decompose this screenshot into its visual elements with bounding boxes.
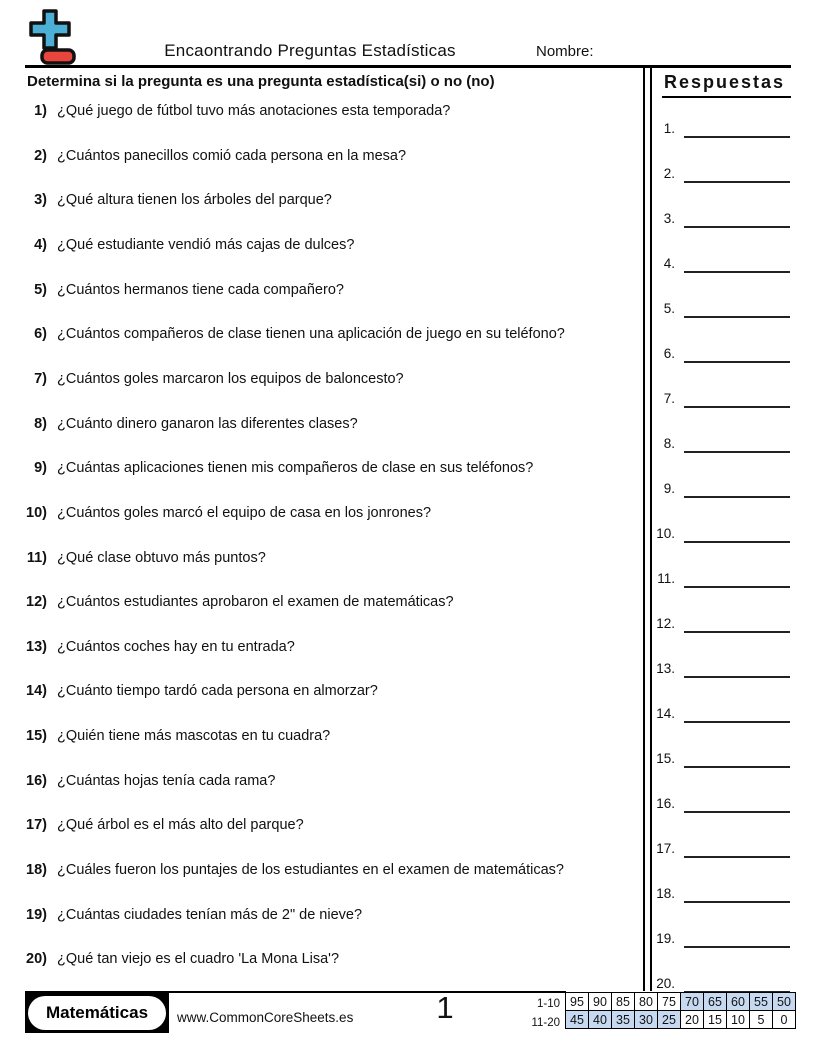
question-number: 18) xyxy=(26,862,47,879)
question-text: ¿Cuántas hojas tenía cada rama? xyxy=(57,772,276,789)
answer-number: 5. xyxy=(663,301,675,316)
question-text: ¿Cuántos goles marcó el equipo de casa en los jonrones? xyxy=(57,504,432,521)
question-row xyxy=(0,594,642,614)
grading-score-cell: 50 xyxy=(773,993,796,1011)
question-row xyxy=(0,951,642,971)
grading-score-cell: 5 xyxy=(750,1011,773,1029)
answer-number: 19. xyxy=(656,931,675,946)
answer-number: 9. xyxy=(663,481,675,496)
question-text: ¿Cuántos estudiantes aprobaron el examen de matemáticas? xyxy=(57,594,454,611)
question-row xyxy=(0,728,642,748)
question-row xyxy=(0,148,642,168)
grading-score-cell: 80 xyxy=(635,993,658,1011)
question-row xyxy=(0,817,642,837)
question-number: 19) xyxy=(26,906,47,923)
grading-score-cell: 70 xyxy=(681,993,704,1011)
question-row xyxy=(0,505,642,525)
answer-blank[interactable] xyxy=(684,886,790,903)
answer-blank[interactable] xyxy=(684,796,790,813)
answer-blank[interactable] xyxy=(684,616,790,633)
answer-blank[interactable] xyxy=(684,256,790,273)
answer-number: 4. xyxy=(663,256,675,271)
answer-blank[interactable] xyxy=(684,841,790,858)
question-row xyxy=(0,550,642,570)
question-number: 8) xyxy=(34,415,47,432)
question-text: ¿Quién tiene más mascotas en tu cuadra? xyxy=(57,728,331,745)
grading-score-cell: 75 xyxy=(658,993,681,1011)
question-row xyxy=(0,326,642,346)
answer-number: 13. xyxy=(656,661,675,676)
score-range-label-2: 11-20 xyxy=(531,1017,560,1029)
header-divider xyxy=(25,65,791,68)
question-row xyxy=(0,773,642,793)
question-number: 20) xyxy=(26,951,47,968)
grading-score-cell: 95 xyxy=(566,993,589,1011)
question-text: ¿Qué árbol es el más alto del parque? xyxy=(57,817,304,834)
question-row xyxy=(0,103,642,123)
answer-blank[interactable] xyxy=(684,706,790,723)
answer-number: 10. xyxy=(656,526,675,541)
answer-blank[interactable] xyxy=(684,391,790,408)
question-text: ¿Cuántas aplicaciones tienen mis compañeros de clase en sus teléfonos? xyxy=(57,460,534,477)
answers-title: Respuestas xyxy=(662,72,791,98)
brand-logo xyxy=(25,993,169,1033)
answer-blank[interactable] xyxy=(684,751,790,768)
answer-blank[interactable] xyxy=(684,346,790,363)
grading-table xyxy=(565,992,796,1029)
page-title: Encaontrando Preguntas Estadísticas xyxy=(164,41,456,60)
question-text: ¿Cuántas ciudades tenían más de 2" de nieve? xyxy=(57,906,363,923)
answer-number: 16. xyxy=(656,796,675,811)
answer-blank[interactable] xyxy=(684,526,790,543)
question-number: 5) xyxy=(34,281,47,298)
grading-score-cell: 30 xyxy=(635,1011,658,1029)
answer-blank[interactable] xyxy=(684,436,790,453)
answer-blank[interactable] xyxy=(684,976,790,993)
question-number: 4) xyxy=(34,236,47,253)
answer-number: 11. xyxy=(657,571,675,586)
question-number: 17) xyxy=(26,817,47,834)
question-number: 6) xyxy=(34,326,47,343)
website-link[interactable]: www.CommonCoreSheets.es xyxy=(177,1010,354,1025)
question-number: 3) xyxy=(34,192,47,209)
question-text: ¿Cuántos panecillos comió cada persona en la mesa? xyxy=(57,147,407,164)
page-number: 1 xyxy=(436,990,454,1025)
question-row xyxy=(0,907,642,927)
answer-number: 14. xyxy=(656,706,675,721)
question-number: 1) xyxy=(34,103,47,119)
answer-blank[interactable] xyxy=(684,121,790,138)
grading-score-cell: 55 xyxy=(750,993,773,1011)
grading-score-cell: 0 xyxy=(773,1011,796,1029)
name-label: Nombre: xyxy=(536,43,594,60)
question-text: ¿Qué tan viejo es el cuadro 'La Mona Lisa'? xyxy=(57,951,340,968)
question-row xyxy=(0,237,642,257)
grading-table-row xyxy=(566,1011,796,1029)
grading-score-cell: 60 xyxy=(727,993,750,1011)
grading-score-cell: 85 xyxy=(612,993,635,1011)
question-text: ¿Qué altura tienen los árboles del parque? xyxy=(57,192,332,209)
instruction-text: Determina si la pregunta es una pregunta estadística(si) o no (no) xyxy=(27,73,495,90)
question-number: 7) xyxy=(34,370,47,387)
answer-number: 20. xyxy=(656,976,675,991)
question-number: 12) xyxy=(26,594,47,611)
question-text: ¿Cuáles fueron los puntajes de los estudiantes en el examen de matemáticas? xyxy=(57,862,564,879)
answer-number: 7. xyxy=(663,391,675,406)
question-text: ¿Qué clase obtuvo más puntos? xyxy=(57,549,266,566)
question-text: ¿Qué estudiante vendió más cajas de dulces? xyxy=(57,236,355,253)
answer-blank[interactable] xyxy=(684,301,790,318)
answer-number: 17. xyxy=(656,841,675,856)
answer-blank[interactable] xyxy=(684,661,790,678)
answer-number: 6. xyxy=(663,346,675,361)
question-number: 11) xyxy=(26,549,47,566)
answer-number: 2. xyxy=(663,166,675,181)
answer-number: 12. xyxy=(656,616,675,631)
answer-number: 3. xyxy=(663,211,675,226)
question-text: ¿Cuánto dinero ganaron las diferentes clases? xyxy=(57,415,358,432)
grading-score-cell: 15 xyxy=(704,1011,727,1029)
question-text: ¿Cuántos coches hay en tu entrada? xyxy=(57,638,295,655)
answer-blank[interactable] xyxy=(684,571,790,588)
question-text: ¿Qué juego de fútbol tuvo más anotaciones esta temporada? xyxy=(57,103,451,119)
question-text: ¿Cuántos compañeros de clase tienen una aplicación de juego en su teléfono? xyxy=(57,326,565,343)
question-row xyxy=(0,371,642,391)
question-text: ¿Cuántos goles marcaron los equipos de baloncesto? xyxy=(57,370,404,387)
question-number: 9) xyxy=(34,460,47,477)
question-number: 10) xyxy=(26,504,47,521)
grading-score-cell: 90 xyxy=(589,993,612,1011)
answer-blank[interactable] xyxy=(684,211,790,228)
grading-score-cell: 10 xyxy=(727,1011,750,1029)
grading-score-cell: 25 xyxy=(658,1011,681,1029)
question-row xyxy=(0,416,642,436)
question-text: ¿Cuántos hermanos tiene cada compañero? xyxy=(57,281,344,298)
answer-number: 15. xyxy=(656,751,675,766)
score-range-label-1: 1-10 xyxy=(536,998,560,1010)
grading-score-cell: 65 xyxy=(704,993,727,1011)
grading-score-cell: 35 xyxy=(612,1011,635,1029)
question-row xyxy=(0,639,642,659)
plus-minus-icon xyxy=(26,8,78,66)
answer-blank[interactable] xyxy=(684,481,790,498)
answer-number: 1. xyxy=(663,121,675,136)
question-row xyxy=(0,862,642,882)
question-row xyxy=(0,192,642,212)
question-text: ¿Cuánto tiempo tardó cada persona en almorzar? xyxy=(57,683,378,700)
question-row xyxy=(0,683,642,703)
grading-score-cell: 45 xyxy=(566,1011,589,1029)
question-row xyxy=(0,282,642,302)
question-number: 15) xyxy=(26,728,47,745)
question-number: 14) xyxy=(26,683,47,700)
question-number: 16) xyxy=(26,772,47,789)
grading-score-cell: 40 xyxy=(589,1011,612,1029)
brand-label: Matemáticas xyxy=(28,996,166,1030)
question-number: 2) xyxy=(34,147,47,164)
grading-table-row xyxy=(566,993,796,1011)
grading-score-cell: 20 xyxy=(681,1011,704,1029)
answer-blank[interactable] xyxy=(684,931,790,948)
answer-number: 8. xyxy=(663,436,675,451)
answer-blank[interactable] xyxy=(684,166,790,183)
question-number: 13) xyxy=(26,638,47,655)
answer-number: 18. xyxy=(656,886,675,901)
question-row xyxy=(0,460,642,480)
